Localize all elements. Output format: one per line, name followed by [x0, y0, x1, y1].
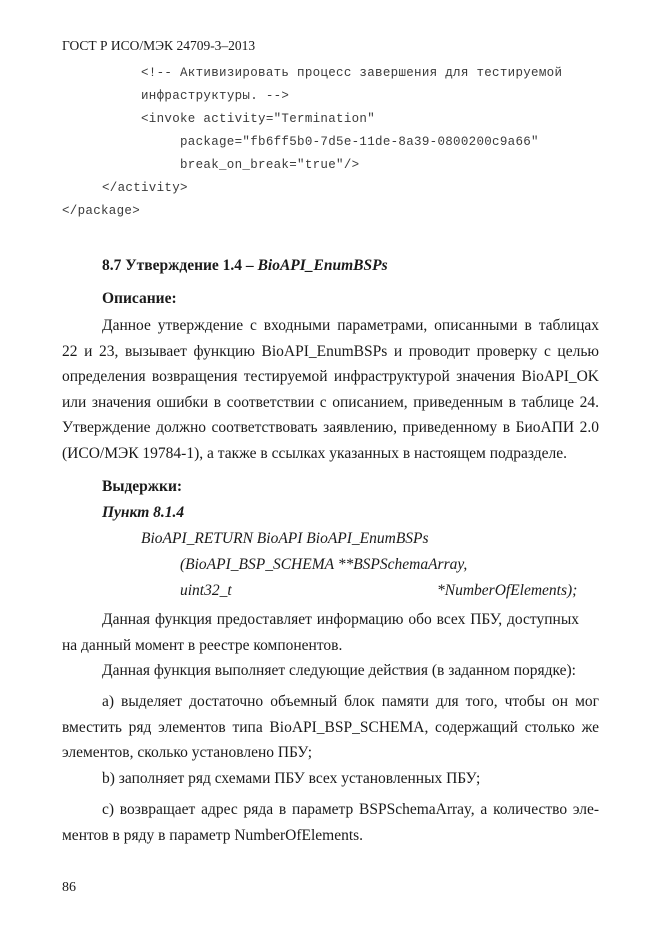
signature-line: (BioAPI_BSP_SCHEMA **BSPSchemaArray,	[180, 556, 468, 573]
document-header: ГОСТ Р ИСО/МЭК 24709-3–2013	[62, 38, 256, 53]
description-label: Описание:	[102, 290, 177, 307]
paragraph-actions-intro: Данная функция выполняет следующие действия (в заданном порядке):	[102, 662, 576, 679]
code-line: инфраструктуры. -->	[141, 89, 290, 103]
signature-line: *NumberOfElements);	[437, 582, 578, 599]
paragraph-line: на данный момент в реестре компонентов.	[62, 636, 343, 654]
signature-line: BioAPI_RETURN BioAPI BioAPI_EnumBSPs	[141, 530, 429, 547]
section-number-title: 8.7 Утверждение 1.4 –	[102, 257, 258, 274]
excerpts-label: Выдержки:	[102, 478, 183, 495]
code-line: </activity>	[102, 181, 188, 195]
list-item-b: b) заполняет ряд схемами ПБУ всех установленных ПБУ;	[102, 770, 481, 787]
code-line: </package>	[62, 204, 141, 218]
paragraph-line: 22 и 23, вызывает функцию BioAPI_EnumBSPs и проводит проверку с целью	[62, 342, 599, 360]
signature-line: uint32_t	[180, 582, 232, 599]
paragraph-line: элементов, сколько установлено ПБУ;	[62, 744, 313, 762]
paragraph-line: ментов в ряду в параметр NumberOfElements.	[62, 826, 364, 844]
clause-label: Пункт 8.1.4	[102, 504, 185, 521]
code-line: <invoke activity="Termination"	[141, 112, 376, 126]
paragraph-function-info	[62, 607, 579, 658]
paragraph-line: вместить ряд элементов типа BioAPI_BSP_SCHEMA, содержащий столько же	[62, 718, 599, 736]
section-heading	[102, 257, 388, 275]
description-paragraph	[62, 313, 599, 467]
paragraph-line: c) возвращает адрес ряда в параметр BSPSchemaArray, а количество эле-	[102, 801, 599, 818]
section-function-name: BioAPI_EnumBSPs	[257, 257, 388, 274]
code-line: package="fb6ff5b0-7d5e-11de-8a39-0800200c9a66"	[180, 135, 539, 149]
paragraph-line: Данная функция предоставляет информацию обо всех ПБУ, доступных	[102, 611, 579, 628]
paragraph-line: a) выделяет достаточно объемный блок памяти для того, чтобы он мог	[102, 693, 599, 710]
list-item-a	[62, 689, 599, 766]
paragraph-line: (ИСО/МЭК 19784-1), а также в ссылках указанных в настоящем подразделе.	[62, 444, 567, 462]
paragraph-line: определения возвращения тестируемой инфраструктурой значения BioAPI_OK	[62, 368, 599, 386]
page-number: 86	[62, 880, 76, 895]
code-line: break_on_break="true"/>	[180, 158, 360, 172]
paragraph-line: или значения ошибки в соответствии с описанием, приведенным в таблице 24.	[62, 393, 599, 411]
paragraph-line: Данное утверждение с входными параметрами, описанными в таблицах	[102, 317, 599, 334]
code-line: <!-- Активизировать процесс завершения для тестируемой	[141, 66, 563, 80]
list-item-c	[62, 797, 599, 848]
paragraph-line: Утверждение должно соответствовать заявлению, приведенному в БиоАПИ 2.0	[62, 419, 599, 437]
